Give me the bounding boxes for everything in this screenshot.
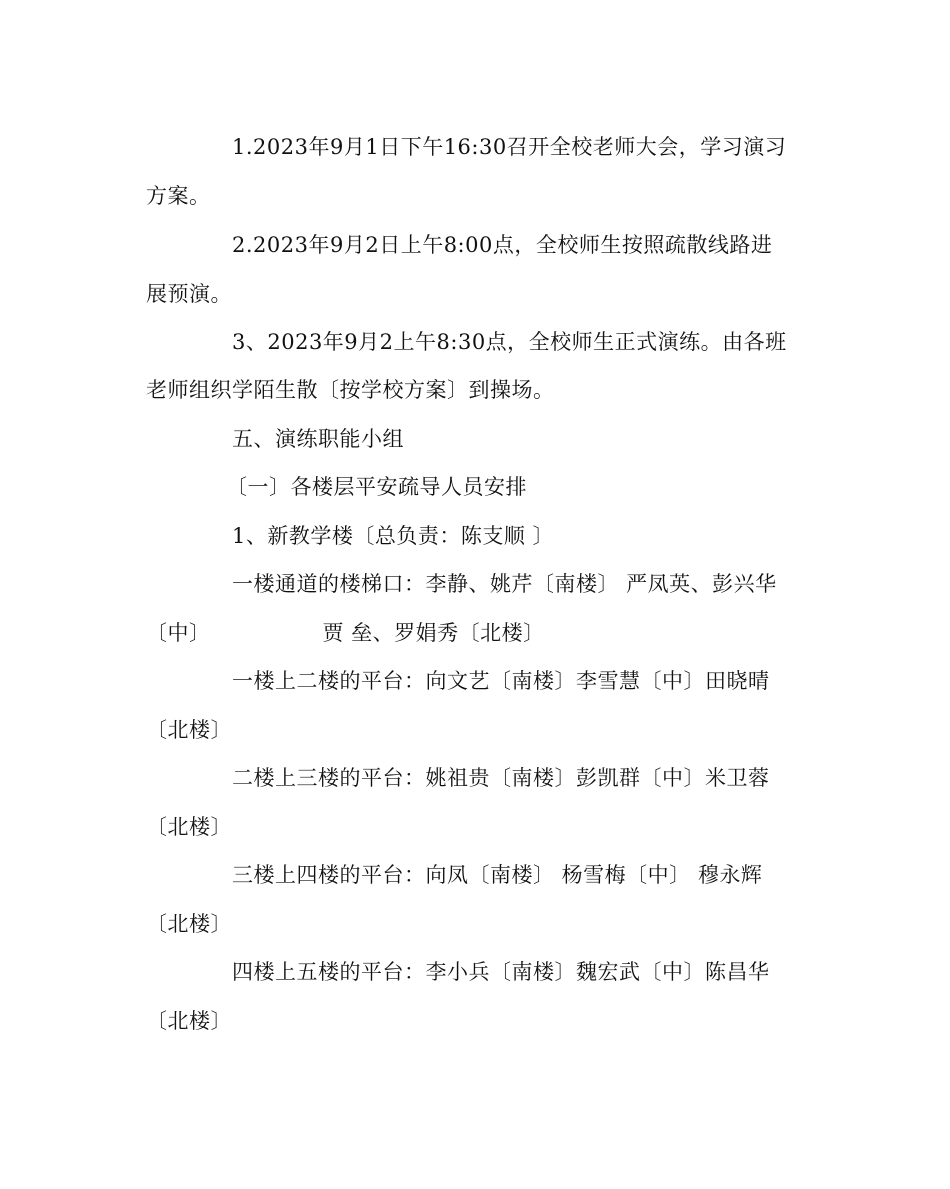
building-heading: 1、新教学楼〔总负责：陈支顺 〕 [232,524,555,548]
paragraph-2-line-1: 2.2023年9月2日上午8:00点，全校师生按照疏散线路进 [232,233,773,257]
paragraph-1-line-1: 1.2023年9月1日下午16:30召开全校老师大会，学习演习 [232,135,787,159]
assignment-4-line-1: 三楼上四楼的平台：向凤〔南楼〕 杨雪梅〔中〕 穆永辉 [232,863,763,887]
paragraph-3-line-2: 老师组织学陌生散〔按学校方案〕到操场。 [146,378,555,402]
assignment-3-line-1: 二楼上三楼的平台：姚祖贵〔南楼〕彭凯群〔中〕米卫蓉 [232,766,770,790]
assignment-4-line-2: 〔北楼〕 [146,912,232,936]
assignment-2-line-2: 〔北楼〕 [146,718,232,742]
assignment-1-north-names: 贾 垒、罗娟秀〔北楼〕 [322,621,545,645]
assignment-1-middle-label: 〔中〕 [146,621,211,645]
paragraph-3-line-1: 3、2023年9月2上午8:30点，全校师生正式演练。由各班 [232,330,787,354]
assignment-5-line-2: 〔北楼〕 [146,1009,232,1033]
assignment-5-line-1: 四楼上五楼的平台：李小兵〔南楼〕魏宏武〔中〕陈昌华 [232,960,770,984]
subsection-heading: 〔一〕各楼层平安疏导人员安排 [226,475,527,499]
assignment-1-line-1: 一楼通道的楼梯口：李静、姚芹〔南楼〕 严凤英、彭兴华 [232,572,777,596]
section-heading: 五、演练职能小组 [232,427,404,451]
paragraph-1-line-2: 方案。 [146,184,211,208]
assignment-2-line-1: 一楼上二楼的平台：向文艺〔南楼〕李雪慧〔中〕田晓晴 [232,669,770,693]
paragraph-2-line-2: 展预演。 [146,282,232,306]
assignment-1-line-2 [146,618,545,648]
assignment-3-line-2: 〔北楼〕 [146,815,232,839]
